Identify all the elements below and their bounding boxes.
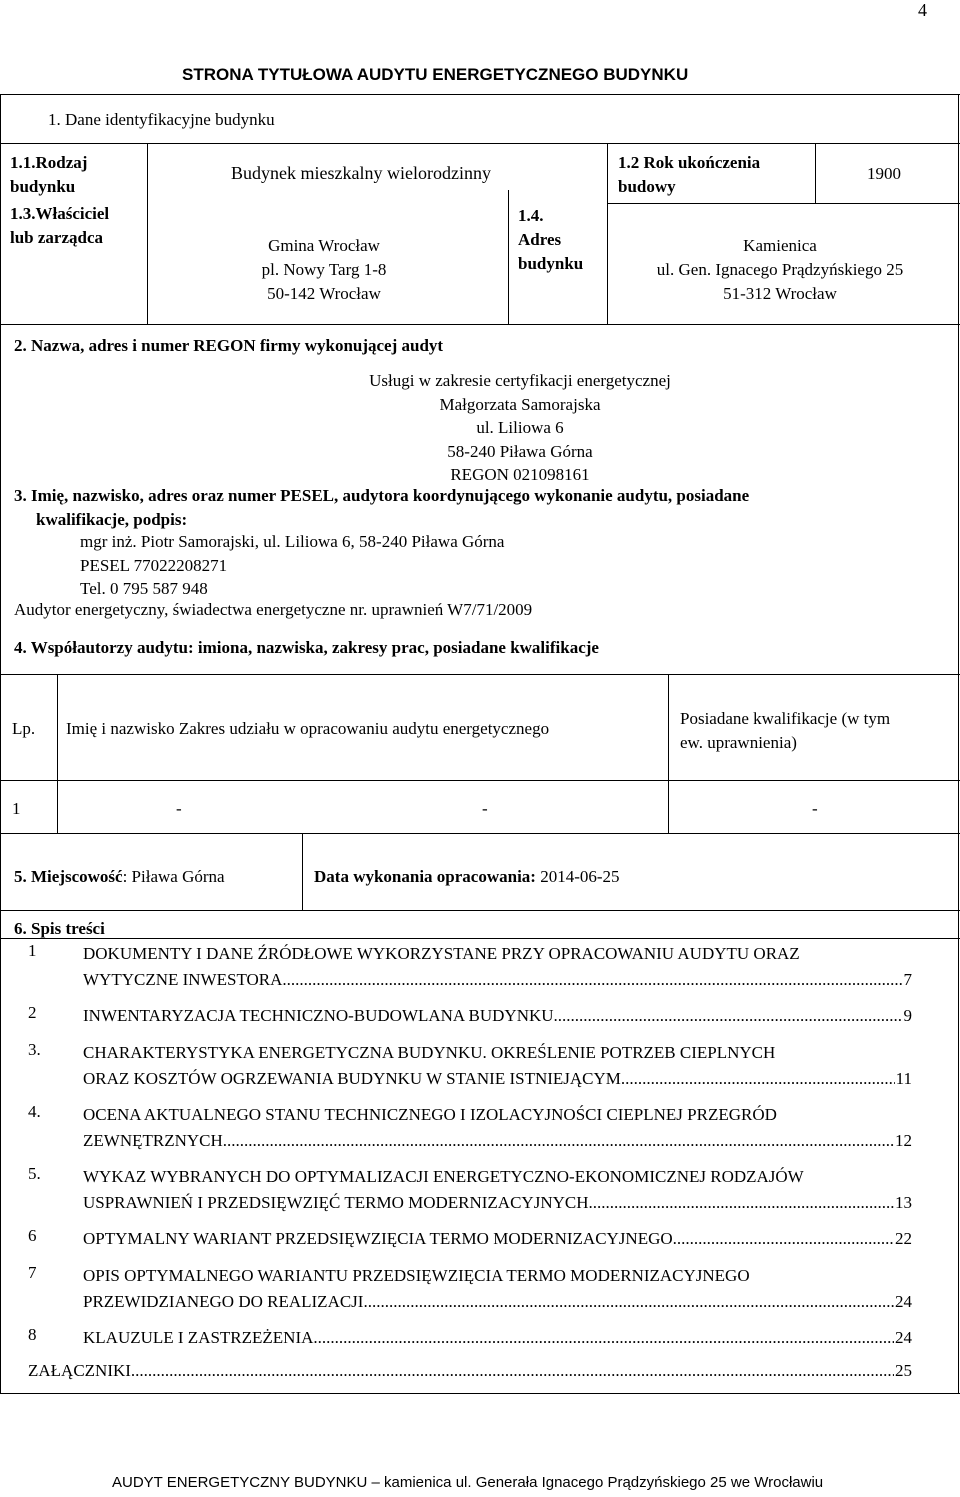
date: Data wykonania opracowania: 2014-06-25 (314, 867, 620, 886)
page-number: 4 (918, 0, 927, 20)
row-qual: - (812, 799, 818, 818)
toc-item-number: 7 (28, 1263, 37, 1282)
toc-item-title: INWENTARYZACJA TECHNICZNO-BUDOWLANA BUDYNKU ..... 9 (83, 1003, 926, 1029)
toc-item-title: OPTYMALNY WARIANT PRZEDSIĘWZIĘCIA TERMO MODERNIZACYJNEGO. ..... 22 (83, 1226, 926, 1252)
toc-item-page: 13 (895, 1193, 912, 1212)
row-scope: - (482, 799, 488, 818)
toc-item-title: WYKAZ WYBRANYCH DO OPTYMALIZACJI ENERGETYCZNO-EKONOMICZNEJ RODZAJÓW USPRAWNIEŃ I PRZEDSIĘWZIĘĆ TERMO MODERNIZACYJNYCH ..... 13 (83, 1164, 926, 1216)
col-lp: Lp. (12, 719, 36, 738)
toc-item-title: OPIS OPTYMALNEGO WARIANTU PRZEDSIĘWZIĘCIA TERMO MODERNIZACYJNEGO PRZEWIDZIANEGO DO REALIZACJI ..... 24 (83, 1263, 926, 1315)
auditor-details: mgr inż. Piotr Samorajski, ul. Liliowa 6, 58-240 Piława Górna PESEL 77022208271 Tel. 0 795 587 948 (80, 532, 505, 598)
adres-value: Kamienica ul. Gen. Ignacego Prądzyńskiego 25 51-312 Wrocław (656, 236, 904, 303)
wlasciciel-label: 1.3.Właściciel lub zarządca (10, 204, 110, 247)
adres-label: 1.4. Adres budynku (518, 206, 584, 273)
section4-heading: 4. Współautorzy audytu: imiona, nazwiska, zakresy prac, posiadane kwalifikacje (14, 638, 599, 657)
toc-item-zalaczniki[interactable]: ZAŁĄCZNIKI ..... 25 (28, 1361, 912, 1381)
row-name: - (176, 799, 182, 818)
toc-item-number: 1 (28, 941, 37, 960)
toc-item-page: 9 (903, 1006, 912, 1025)
footer-text: AUDYT ENERGETYCZNY BUDYNKU – kamienica ul. Generała Ignacego Prądzyńskiego 25 we Wrocławiu (112, 1474, 824, 1491)
toc-item-title: KLAUZULE I ZASTRZEŻENIA ..... 24 (83, 1325, 926, 1351)
rodzaj-label: 1.1.Rodzaj budynku (10, 153, 88, 196)
toc-item-title: DOKUMENTY I DANE ŹRÓDŁOWE WYKORZYSTANE PRZY OPRACOWANIU AUDYTU ORAZ WYTYCZNE INWESTORA ..... 7 (83, 941, 926, 993)
toc-item-page: 24 (895, 1292, 912, 1311)
toc-item-page: 12 (895, 1131, 912, 1150)
toc-item-page: 7 (903, 970, 912, 989)
toc-item-number: 8 (28, 1325, 37, 1344)
rok-label: 1.2 Rok ukończenia budowy (618, 153, 761, 196)
col-qual: Posiadane kwalifikacje (w tym ew. uprawnienia) (680, 709, 891, 752)
audit-company: Usługi w zakresie certyfikacji energetycznej Małgorzata Samorajska ul. Liliowa 6 58-240 Piława Górna REGON 021098161 (369, 371, 671, 484)
section3-heading: 3. Imię, nazwisko, adres oraz numer PESEL, audytora koordynującego wykonanie audytu, posiadane kwalifikacje, podpis: (14, 486, 750, 529)
location: 5. Miejscowość: Piława Górna (14, 867, 225, 886)
toc-item-title: CHARAKTERYSTYKA ENERGETYCZNA BUDYNKU. OKREŚLENIE POTRZEB CIEPLNYCH ORAZ KOSZTÓW OGRZEWANIA BUDYNKU W STANIE ISTNIEJĄCYM. ..... 11 (83, 1040, 926, 1092)
section2-heading: 2. Nazwa, adres i numer REGON firmy wykonującej audyt (14, 336, 444, 355)
toc-item-number: 6 (28, 1226, 37, 1245)
toc-item-number: 3. (28, 1040, 41, 1059)
rodzaj-value: Budynek mieszkalny wielorodzinny (231, 163, 491, 183)
toc-item-number: 2 (28, 1003, 37, 1022)
toc-item-page: 24 (895, 1328, 912, 1347)
page-title: STRONA TYTUŁOWA AUDYTU ENERGETYCZNEGO BUDYNKU (182, 65, 689, 84)
section1-heading: 1. Dane identyfikacyjne budynku (48, 110, 275, 129)
toc-item-number: 5. (28, 1164, 41, 1183)
wlasciciel-value: Gmina Wrocław pl. Nowy Targ 1-8 50-142 Wrocław (261, 236, 387, 303)
row-lp: 1 (12, 799, 21, 818)
auditor-qualification: Audytor energetyczny, świadectwa energetyczne nr. uprawnień W7/71/2009 (14, 600, 533, 619)
rok-value: 1900 (867, 164, 901, 183)
toc-heading: 6. Spis treści (14, 919, 105, 938)
col-name: Imię i nazwisko Zakres udziału w opracowaniu audytu energetycznego (66, 719, 550, 738)
toc-item-page: 22 (895, 1229, 912, 1248)
toc-item-page: 11 (895, 1069, 912, 1088)
toc-item-title: OCENA AKTUALNEGO STANU TECHNICZNEGO I IZOLACYJNOŚCI CIEPLNEJ PRZEGRÓD ZEWNĘTRZNYCH ..... 12 (83, 1102, 926, 1154)
toc-item-number: 4. (28, 1102, 41, 1121)
